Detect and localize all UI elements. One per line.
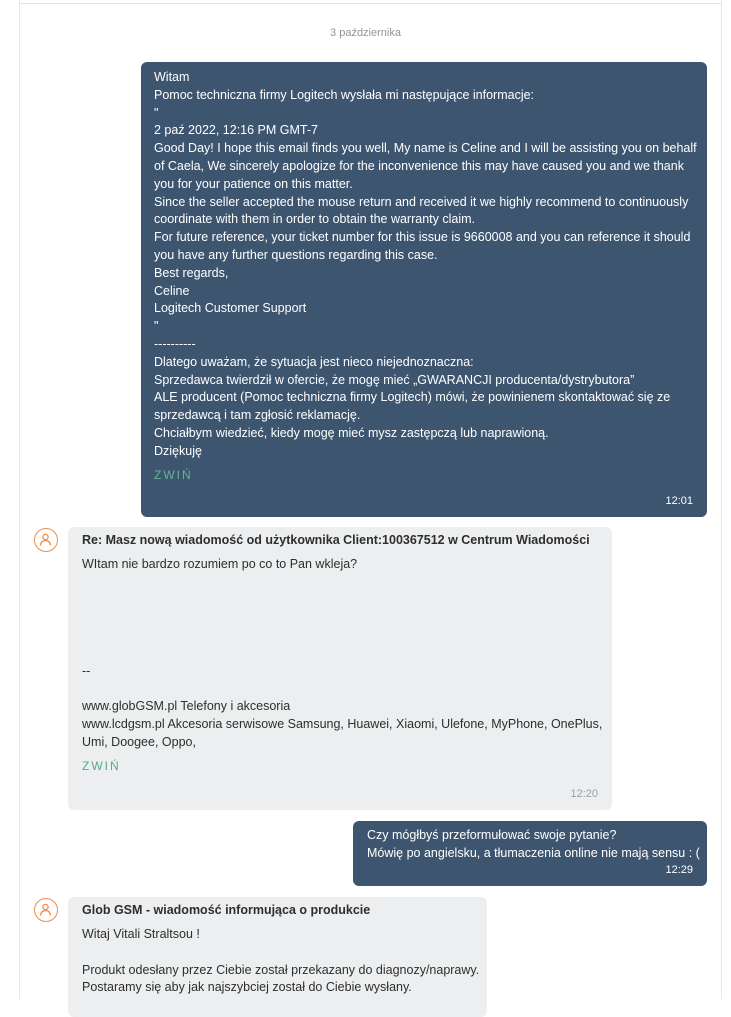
signature-line: www.lcdgsm.pl Akcesoria serwisowe Samsung, Huawei, Xiaomi, Ulefone, MyPhone, OnePlus, bbox=[82, 717, 603, 732]
message-line: ALE producent (Pomoc techniczna firmy Logitech) mówi, że powinienem skontaktować się ze bbox=[154, 390, 671, 405]
message-greeting: Witaj Vitali Straltsou ! bbox=[82, 926, 200, 941]
panel-right-border bbox=[721, 0, 722, 999]
message-line: " bbox=[154, 319, 159, 334]
incoming-message bbox=[68, 527, 612, 810]
signature-line: Umi, Doogee, Oppo, bbox=[82, 734, 196, 749]
message-body bbox=[82, 902, 479, 997]
message-line: Logitech Customer Support bbox=[154, 301, 307, 316]
signature-line: -- bbox=[82, 663, 91, 678]
collapse-link[interactable]: ZWIŃ bbox=[82, 758, 121, 773]
message-line: WItam nie bardzo rozumiem po co to Pan wkleja? bbox=[82, 556, 358, 571]
collapse-link[interactable]: ZWIŃ bbox=[154, 467, 193, 482]
message-line: coordinate with them in order to obtain the warranty claim. bbox=[154, 212, 475, 227]
message-line: you for your patience on this matter. bbox=[154, 176, 353, 191]
message-subject: Re: Masz nową wiadomość od użytkownika Client:100367512 w Centrum Wiadomości bbox=[82, 533, 590, 547]
message-line: of Caela, We sincerely apologize for the inconvenience this may have caused you and we thank bbox=[154, 158, 684, 173]
message-line: 2 paź 2022, 12:16 PM GMT-7 bbox=[154, 123, 318, 138]
message-line: sprzedawcą i tam zgłosić reklamację. bbox=[154, 408, 361, 423]
user-avatar-icon bbox=[34, 528, 58, 552]
message-body bbox=[82, 532, 604, 776]
incoming-message bbox=[68, 897, 487, 1017]
message-time: 12:20 bbox=[570, 788, 598, 801]
user-avatar-icon bbox=[34, 898, 58, 922]
message-line: ---------- bbox=[154, 336, 196, 351]
message-line: Sprzedawca twierdził w ofercie, że mogę mieć „GWARANCJI producenta/dystrybutora” bbox=[154, 372, 635, 387]
message-line: Postaramy się aby jak najszybciej został do Ciebie wysłany. bbox=[82, 980, 412, 995]
message-time: 12:01 bbox=[665, 495, 693, 508]
signature-line: www.globGSM.pl Telefony i akcesoria bbox=[82, 699, 291, 714]
message-line: Best regards, bbox=[154, 265, 229, 280]
panel-top-border bbox=[20, 0, 721, 4]
message-line: Good Day! I hope this email finds you well, My name is Celine and I will be assisting you on behalf bbox=[154, 141, 697, 156]
outgoing-message bbox=[141, 62, 707, 517]
message-line: Pomoc techniczna firmy Logitech wysłała mi następujące informacje: bbox=[154, 87, 535, 102]
message-line: Witam bbox=[154, 70, 190, 84]
message-line: For future reference, your ticket number for this issue is 9660008 and you can reference it should bbox=[154, 230, 691, 245]
message-line: Czy mógłbyś przeformułować swoje pytanie? bbox=[367, 828, 617, 842]
message-line: Celine bbox=[154, 283, 190, 298]
message-line: " bbox=[154, 105, 159, 120]
message-body bbox=[154, 69, 699, 484]
message-line: Dlatego uważam, że sytuacja jest nieco niejednoznaczna: bbox=[154, 354, 474, 369]
panel-left-border bbox=[19, 0, 20, 999]
date-separator: 3 października bbox=[330, 27, 401, 39]
message-line: you have any further questions regarding this case. bbox=[154, 247, 438, 262]
message-line: Produkt odesłany przez Ciebie został przekazany do diagnozy/naprawy. bbox=[82, 962, 480, 977]
message-subject: Glob GSM - wiadomość informująca o produkcie bbox=[82, 903, 371, 917]
message-line: Since the seller accepted the mouse return and received it we highly recommend to continuously bbox=[154, 194, 689, 209]
message-line: Dziękuję bbox=[154, 443, 202, 458]
message-time: 12:29 bbox=[665, 864, 693, 877]
message-body bbox=[367, 827, 699, 863]
message-line: Mówię po angielsku, a tłumaczenia online nie mają sensu : ( bbox=[367, 845, 700, 860]
outgoing-message bbox=[353, 821, 707, 886]
message-line: Chciałbym wiedzieć, kiedy mogę mieć mysz zastępczą lub naprawioną. bbox=[154, 425, 549, 440]
